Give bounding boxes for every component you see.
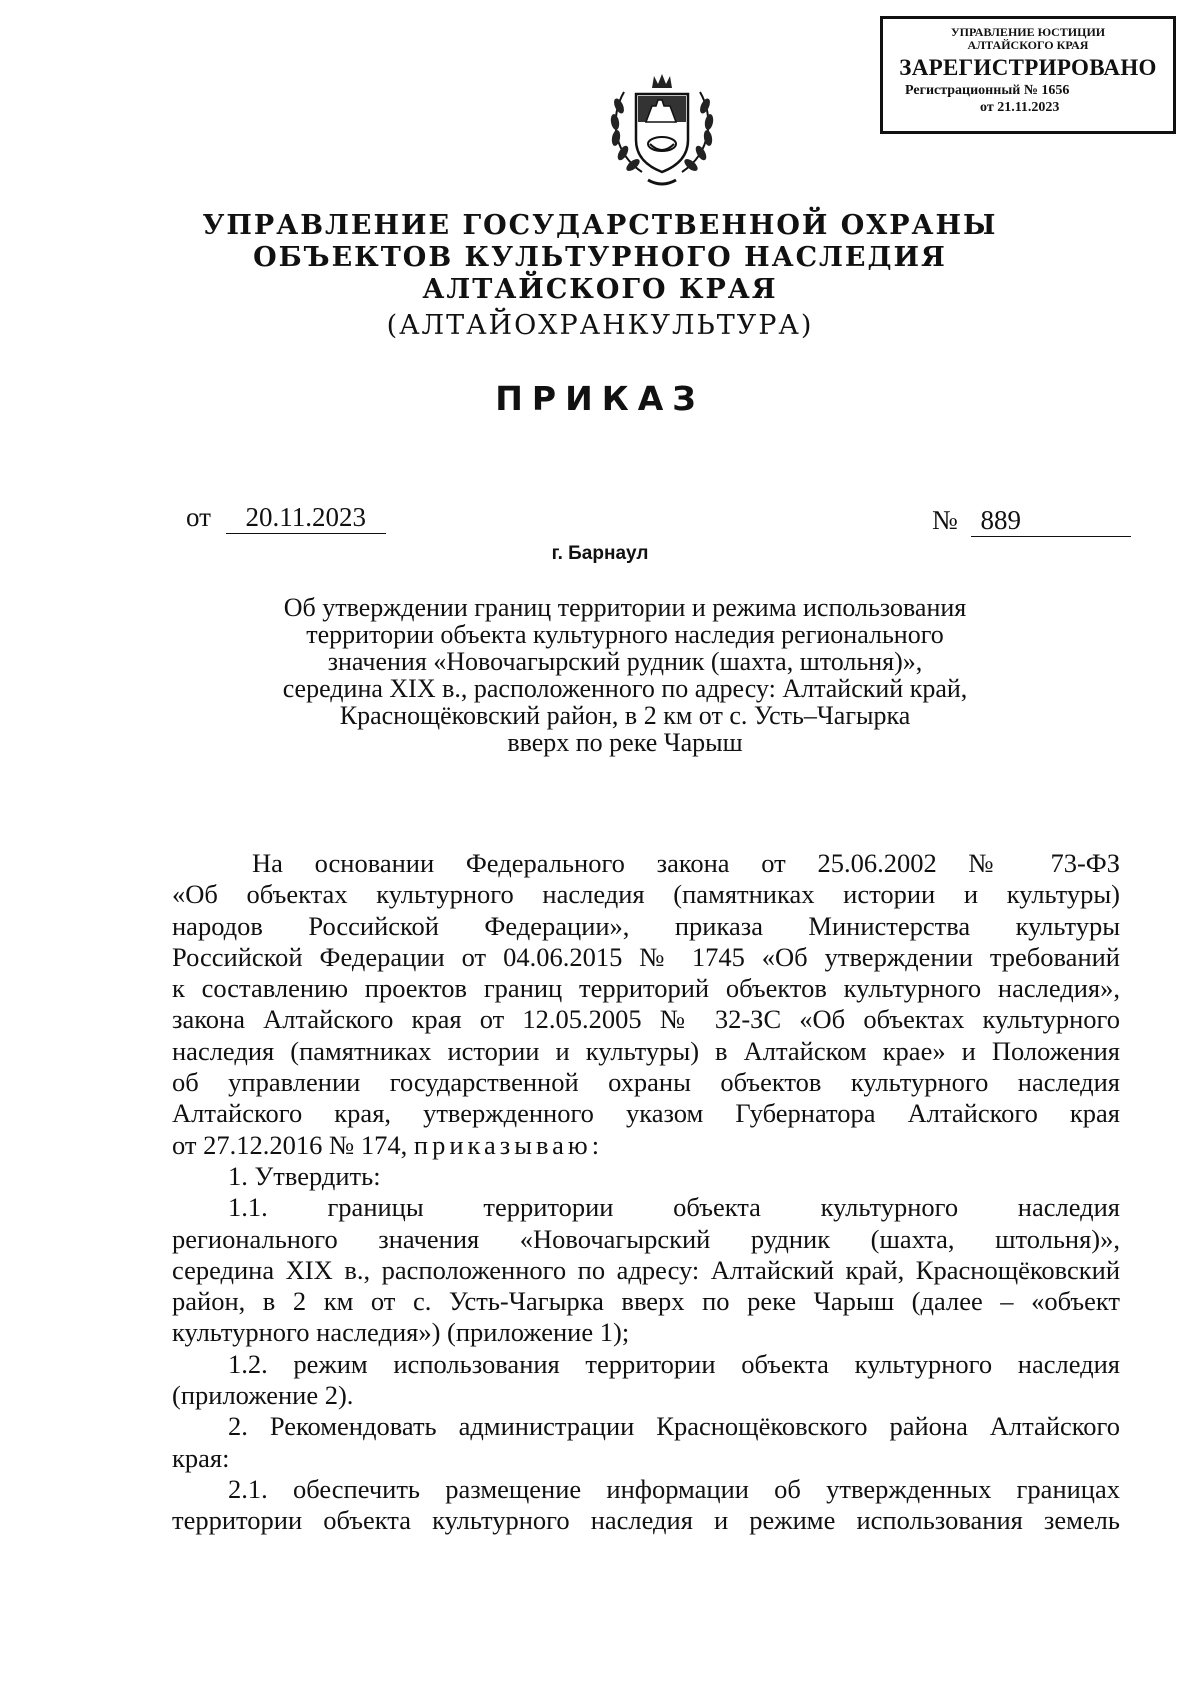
- order-body: [172, 848, 1120, 1537]
- order-number: 889: [971, 505, 1131, 537]
- body-line: закона Алтайского края от 12.05.2005 № 32-ЗС «Об объектах культурного: [172, 1004, 1120, 1035]
- item-1-2-line: 1.2. режим использования территории объекта культурного наследия: [228, 1348, 1120, 1379]
- stamp-reg-number: Регистрационный № 1656: [905, 83, 1070, 98]
- body-text: от 27.12.2016 № 174,: [172, 1129, 408, 1160]
- item-1-1-line: середина XIX в., расположенного по адресу: Алтайский край, Краснощёковский: [172, 1254, 1120, 1285]
- body-line: народов Российской Федерации», приказа Министерства культуры: [172, 910, 1120, 941]
- body-line: наследия (памятниках истории и культуры) в Алтайском крае» и Положения: [172, 1035, 1120, 1066]
- subject-line: территории объекта культурного наследия регионального: [306, 620, 944, 649]
- agency-line1: УПРАВЛЕНИЕ ГОСУДАРСТВЕННОЙ ОХРАНЫ: [202, 210, 998, 241]
- item-1-2-line: (приложение 2).: [172, 1380, 354, 1411]
- item-2-1-line: 2.1. обеспечить размещение информации об утвержденных границах: [228, 1473, 1120, 1504]
- stamp-org-line1: УПРАВЛЕНИЕ ЮСТИЦИИ: [950, 25, 1106, 39]
- agency-name: [0, 210, 1200, 306]
- body-line: На основании Федерального закона от 25.06.2002 № 73-ФЗ: [252, 848, 1120, 878]
- item-1-1-line: район, в 2 км от с. Усть-Чагырка вверх по реке Чарыш (далее – «объект: [172, 1286, 1120, 1317]
- agency-short-name: (АЛТАЙОХРАНКУЛЬТУРА): [386, 310, 814, 341]
- number-prefix: №: [932, 505, 958, 535]
- item-2-line: края:: [172, 1442, 230, 1473]
- body-line: Алтайского края, утвержденного указом Губернатора Алтайского края: [172, 1098, 1120, 1129]
- item-1-1-line: регионального значения «Новочагырский рудник (шахта, штольня)»,: [172, 1223, 1120, 1254]
- item-1-1-line: культурного наследия») (приложение 1);: [172, 1317, 630, 1348]
- body-line: об управлении государственной охраны объектов культурного наследия: [172, 1067, 1120, 1098]
- agency-line2: ОБЪЕКТОВ КУЛЬТУРНОГО НАСЛЕДИЯ: [253, 242, 947, 273]
- subject-line: Краснощёковский район, в 2 км от с. Усть–Чагырка: [339, 701, 911, 730]
- subject-line: Об утверждении границ территории и режима использования: [283, 593, 967, 622]
- stamp-org-line2: АЛТАЙСКОГО КРАЯ: [967, 38, 1089, 52]
- stamp-reg-date: от 21.11.2023: [980, 100, 1060, 115]
- item-2-1-line: территории объекта культурного наследия и режиме использования земель: [172, 1505, 1120, 1536]
- agency-line3: АЛТАЙСКОГО КРАЯ: [422, 274, 778, 305]
- registration-stamp: [880, 16, 1176, 134]
- order-number-line: [932, 505, 1131, 537]
- body-line: к составлению проектов границ территорий объектов культурного наследия»,: [172, 973, 1120, 1004]
- order-subject: [240, 594, 1010, 756]
- order-verb: приказываю:: [413, 1129, 604, 1160]
- coat-of-arms-icon: [602, 64, 722, 192]
- item-1: 1. Утвердить:: [228, 1160, 381, 1191]
- body-line: Российской Федерации от 04.06.2015 № 1745 «Об утверждении требований: [172, 941, 1120, 972]
- document-type: ПРИКАЗ: [495, 379, 705, 418]
- item-2-line: 2. Рекомендовать администрации Краснощёковского района Алтайского: [228, 1411, 1120, 1442]
- order-date: 20.11.2023: [226, 502, 386, 534]
- body-line: [172, 1130, 1120, 1161]
- subject-line: значения «Новочагырский рудник (шахта, штольня)»,: [327, 647, 923, 676]
- order-date-line: [186, 502, 386, 534]
- date-prefix: от: [186, 502, 211, 532]
- body-line: «Об объектах культурного наследия (памятниках истории и культуры): [172, 879, 1120, 910]
- subject-line: вверх по реке Чарыш: [507, 728, 743, 757]
- city: г. Барнаул: [551, 543, 649, 564]
- subject-line: середина XIX в., расположенного по адресу: Алтайский край,: [282, 674, 968, 703]
- stamp-status: ЗАРЕГИСТРИРОВАНО: [899, 55, 1157, 80]
- item-1-1-line: 1.1. границы территории объекта культурного наследия: [228, 1192, 1120, 1223]
